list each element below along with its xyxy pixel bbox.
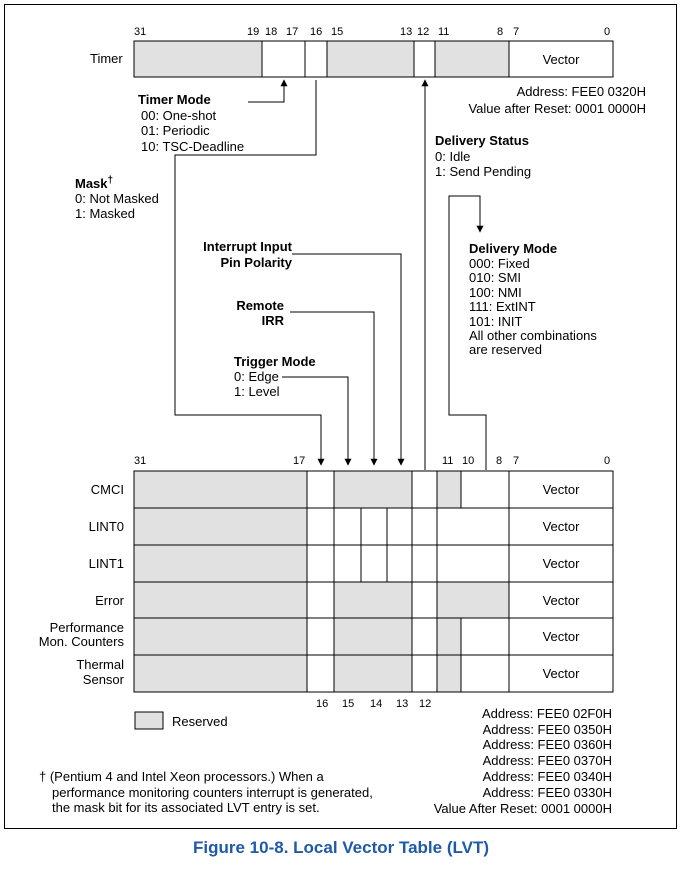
reserved-legend-label: Reserved xyxy=(172,714,228,729)
lvt-bit-8: 8 xyxy=(496,455,503,467)
delivery-status-item: 1: Send Pending xyxy=(435,164,532,179)
mask-title: Mask† xyxy=(75,175,114,191)
trigger-mode-connector xyxy=(282,377,348,465)
mask-item: 1: Masked xyxy=(75,206,135,221)
timer-address: Address: FEE0 0320H xyxy=(516,84,646,99)
timer-bit-19: 19 xyxy=(247,26,260,38)
delivery-mode-item: 010: SMI xyxy=(469,270,522,285)
timer-bit-12: 12 xyxy=(417,26,430,38)
footnote-line: the mask bit for its associated LVT entry is set. xyxy=(52,800,320,815)
lvt-vector: Vector xyxy=(542,629,580,644)
lvt-vector: Vector xyxy=(542,482,580,497)
lvt-address: Address: FEE0 0340H xyxy=(482,769,612,784)
lvt-row-cmci-label: CMCI xyxy=(90,482,124,497)
delivery-mode-item: 111: ExtINT xyxy=(469,299,536,314)
lvt-vector: Vector xyxy=(542,556,580,571)
lvt-bit-15: 15 xyxy=(342,698,355,710)
lvt-bit-10: 10 xyxy=(462,455,475,467)
timer-mode-item: 01: Periodic xyxy=(141,123,210,138)
timer-bit-13: 13 xyxy=(400,26,413,38)
timer-mode-item: 10: TSC-Deadline xyxy=(141,139,245,154)
polarity-label: Interrupt Input xyxy=(203,239,292,254)
timer-reset-value: Value after Reset: 0001 0000H xyxy=(468,101,646,116)
lvt-vector: Vector xyxy=(542,666,580,681)
timer-bit-17: 17 xyxy=(286,26,299,38)
figure-caption: Figure 10-8. Local Vector Table (LVT) xyxy=(193,838,489,857)
footnote-line: performance monitoring counters interrupt is generated, xyxy=(52,785,373,800)
lvt-row-lint0-label: LINT0 xyxy=(88,519,124,534)
delivery-mode-item: All other combinations xyxy=(469,328,597,343)
lvt-bit-0: 0 xyxy=(604,455,611,467)
remote-irr-label: IRR xyxy=(261,313,284,328)
timer-bit-11: 11 xyxy=(438,26,450,38)
lvt-bit-13: 13 xyxy=(396,698,409,710)
lvt-bit-31: 31 xyxy=(134,455,147,467)
timer-vector: Vector xyxy=(542,52,580,67)
lvt-bit-7: 7 xyxy=(513,455,520,467)
footnote-line: † (Pentium 4 and Intel Xeon processors.) When a xyxy=(39,769,324,784)
trigger-mode-title: Trigger Mode xyxy=(234,354,316,369)
lvt-row-thermal-label: Thermal xyxy=(76,657,124,672)
timer-label: Timer xyxy=(90,51,123,66)
delivery-mode-item: are reserved xyxy=(469,342,542,357)
delivery-mode-item: 101: INIT xyxy=(469,314,523,329)
timer-bit-8: 8 xyxy=(497,26,504,38)
lvt-address: Address: FEE0 0370H xyxy=(482,753,612,768)
lvt-reset-value: Value After Reset: 0001 0000H xyxy=(433,801,612,816)
delivery-status-title: Delivery Status xyxy=(435,133,529,148)
delivery-mode-title: Delivery Mode xyxy=(469,241,558,256)
lvt-bit-12: 12 xyxy=(419,698,432,710)
lvt-row-error-label: Error xyxy=(95,593,124,608)
lvt-row-perf-label: Mon. Counters xyxy=(38,634,124,649)
remote-irr-connector xyxy=(290,312,374,465)
lvt-bit-17: 17 xyxy=(293,455,306,467)
reserved-swatch xyxy=(135,712,163,729)
timer-mode-title: Timer Mode xyxy=(138,92,211,107)
lvt-vector: Vector xyxy=(542,519,580,534)
timer-bit-7: 7 xyxy=(513,26,520,38)
polarity-label: Pin Polarity xyxy=(220,255,292,270)
delivery-mode-item: 100: NMI xyxy=(469,285,522,300)
lvt-vector: Vector xyxy=(542,593,580,608)
timer-bit-16: 16 xyxy=(310,26,323,38)
lvt-address: Address: FEE0 02F0H xyxy=(481,706,612,721)
lvt-bit-14: 14 xyxy=(370,698,383,710)
timer-bit-31: 31 xyxy=(134,26,147,38)
timer-bit-18: 18 xyxy=(265,26,278,38)
timer-bit-0: 0 xyxy=(604,26,611,38)
lvt-address: Address: FEE0 0330H xyxy=(482,785,612,800)
delivery-status-item: 0: Idle xyxy=(435,149,471,164)
lvt-table xyxy=(134,471,613,692)
trigger-mode-item: 1: Level xyxy=(234,384,280,399)
timer-register xyxy=(134,41,613,77)
remote-irr-label: Remote xyxy=(236,298,284,313)
lvt-bit-11: 11 xyxy=(442,455,454,467)
lvt-row-thermal-label: Sensor xyxy=(82,672,124,687)
lvt-address: Address: FEE0 0360H xyxy=(482,737,612,752)
lvt-bit-16: 16 xyxy=(316,698,329,710)
lvt-address: Address: FEE0 0350H xyxy=(482,722,612,737)
lvt-row-perf-label: Performance xyxy=(49,620,124,635)
timer-mode-item: 00: One-shot xyxy=(141,108,217,123)
trigger-mode-item: 0: Edge xyxy=(234,369,279,384)
timer-bit-15: 15 xyxy=(331,26,344,38)
timer-mode-arrow xyxy=(248,80,284,102)
mask-item: 0: Not Masked xyxy=(75,191,159,206)
delivery-mode-item: 000: Fixed xyxy=(469,256,530,271)
lvt-row-lint1-label: LINT1 xyxy=(88,556,124,571)
